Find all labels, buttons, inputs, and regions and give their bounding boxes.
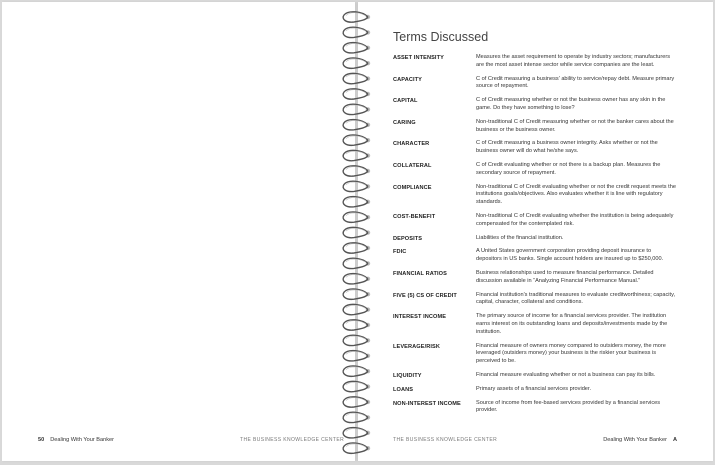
term-definition: Non-traditional C of Credit measuring whether or not the banker cares about the business or the business owner.: [476, 118, 674, 133]
left-footer-title: Dealing With Your Banker: [50, 437, 114, 443]
spiral-coil: [343, 89, 370, 99]
spiral-coil: [343, 274, 370, 284]
term-row: [393, 372, 693, 380]
term-row: [393, 97, 693, 113]
term-name: CAPACITY: [393, 76, 422, 83]
spiral-coil: [343, 366, 370, 376]
term-row: [393, 76, 693, 92]
term-row: [393, 313, 693, 336]
term-name: NON-INTEREST INCOME: [393, 400, 461, 407]
right-page: [358, 2, 713, 461]
term-row: [393, 140, 693, 156]
spiral-coil: [343, 397, 370, 407]
term-name: FIVE (5) CS OF CREDIT: [393, 292, 457, 299]
term-definition: Financial institution's traditional measures to evaluate creditworthiness; capacity, capital, character, collateral and conditions.: [476, 291, 676, 306]
spiral-coil: [343, 335, 370, 345]
term-row: [393, 292, 693, 308]
term-definition: C of Credit evaluating whether or not there is a backup plan. Measures the secondary source of repayment.: [476, 161, 661, 176]
spiral-coil: [343, 428, 370, 438]
term-row: [393, 270, 693, 286]
left-footer-center: THE BUSINESS KNOWLEDGE CENTER: [240, 437, 345, 443]
spiral-coil: [343, 27, 370, 37]
term-definition: C of Credit measuring whether or not the business owner has any skin in the game. Do they have something to lose?: [476, 97, 666, 111]
term-definition: The primary source of income for a financial services provider. The institution earns interest on its outstanding loans and deposits/investments made by the institution.: [476, 313, 668, 335]
term-row: [393, 343, 693, 366]
term-name: LIQUIDITY: [393, 372, 422, 379]
term-name: DEPOSITS: [393, 235, 423, 242]
term-name: INTEREST INCOME: [393, 314, 447, 321]
spiral-coil: [343, 12, 370, 22]
term-name: FINANCIAL RATIOS: [393, 270, 447, 277]
spiral-coil: [343, 58, 370, 68]
term-row: [393, 119, 693, 135]
spiral-coil: [343, 181, 370, 191]
spiral-coil: [343, 412, 370, 422]
term-definition: Source of income from fee-based services provided by a financial services provider.: [476, 399, 661, 414]
spiral-coil: [343, 166, 370, 176]
term-definition: Primary assets of a financial services provider.: [476, 385, 592, 392]
spiral-coil: [343, 197, 370, 207]
spiral-coil: [343, 135, 370, 145]
term-name: CARING: [393, 119, 416, 126]
spiral-binding: [336, 8, 380, 456]
right-page-letter: A: [672, 437, 677, 443]
term-definition: Measures the asset requirement to operate by industry sectors; manufacturers are the most asset intense sector while service companies are the least.: [476, 54, 671, 68]
term-row: [393, 400, 693, 416]
spiral-coil: [343, 212, 370, 222]
term-name: COMPLIANCE: [393, 184, 432, 191]
spiral-coil: [343, 227, 370, 237]
term-row: [393, 184, 693, 207]
term-definition: Non-traditional C of Credit evaluating whether the institution is being adequately compensated for the contemplated risk.: [476, 212, 674, 227]
term-definition: Liabilities of the financial institution.: [476, 234, 564, 241]
term-row: [393, 235, 693, 243]
term-definition: A United States government corporation providing deposit insurance to depositors in US banks. Single account holders are insured up to $250,000.: [476, 248, 664, 263]
spiral-coil: [343, 304, 370, 314]
spiral-coil: [343, 104, 370, 114]
term-definition: Business relationships used to measure financial performance. Detailed discussion available in “Analyzing Financial Performance Manual.”: [476, 269, 654, 284]
left-page: [2, 2, 355, 461]
terms-list: [393, 54, 693, 421]
left-page-number: 50: [38, 437, 45, 443]
term-name: FDIC: [393, 249, 407, 256]
term-row: [393, 386, 693, 394]
term-name: CHARACTER: [393, 141, 430, 148]
term-definition: Non-traditional C of Credit evaluating whether or not the credit request meets the institutions goals/objectives. Also evaluates whether it is line with regulatory standards.: [476, 183, 676, 206]
term-definition: Financial measure evaluating whether or not a business can pay its bills.: [476, 371, 656, 378]
right-footer-title: Dealing With Your Banker: [603, 437, 667, 443]
term-row: [393, 213, 693, 229]
term-name: LOANS: [393, 386, 414, 393]
term-name: ASSET INTENSITY: [393, 55, 444, 61]
left-page-footer: [38, 437, 114, 443]
spiral-coil: [343, 243, 370, 253]
term-name: CAPITAL: [393, 98, 418, 105]
right-page-footer: [603, 437, 677, 443]
spiral-coil: [343, 258, 370, 268]
term-name: COST-BENEFIT: [393, 213, 436, 220]
spiral-coil: [343, 320, 370, 330]
term-name: COLLATERAL: [393, 162, 432, 169]
spiral-coil: [343, 289, 370, 299]
term-definition: C of Credit measuring a business owner integrity. Asks whether or not the business owner will do what he/she says.: [476, 140, 658, 155]
spiral-coil: [343, 443, 370, 453]
term-row: [393, 54, 693, 70]
spiral-coil: [343, 150, 370, 160]
term-name: LEVERAGE/RISK: [393, 343, 440, 350]
term-row: [393, 162, 693, 178]
term-definition: C of Credit measuring a business' ability to service/repay debt. Measure primary source of repayment.: [476, 75, 675, 90]
right-footer-center: THE BUSINESS KNOWLEDGE CENTER: [393, 437, 498, 443]
spiral-coil: [343, 381, 370, 391]
spiral-coil: [343, 120, 370, 130]
term-row: [393, 248, 693, 264]
spiral-coil: [343, 351, 370, 361]
spiral-coil: [343, 43, 370, 53]
spiral-coil: [343, 73, 370, 83]
term-definition: Financial measure of owners money compared to outsiders money, the more leveraged (outsiders money) your business is the riskier your business is perceived to be.: [476, 342, 666, 365]
page-title: Terms Discussed: [393, 30, 489, 44]
